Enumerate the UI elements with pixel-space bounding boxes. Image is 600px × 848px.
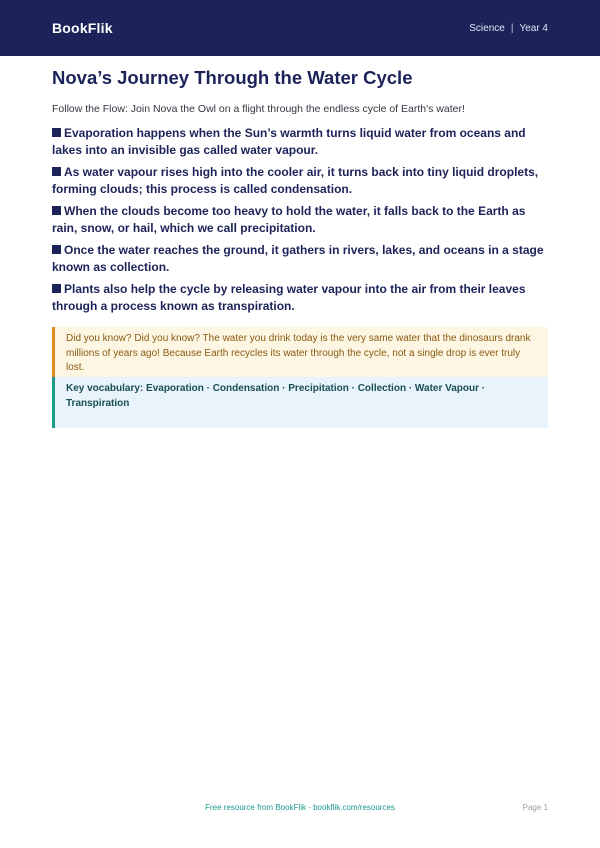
info-callouts xyxy=(52,327,548,428)
header-meta xyxy=(469,23,548,34)
square-bullet-icon xyxy=(52,245,61,254)
page-header xyxy=(0,0,600,56)
footer-resource-link[interactable]: Free resource from BookFlik · bookflik.com/resources xyxy=(205,803,395,812)
point-text: When the clouds become too heavy to hold the water, it falls back to the Earth as rain, snow, or hail, which we call precipitation. xyxy=(52,204,526,235)
point-text: Plants also help the cycle by releasing water vapour into the air from their leaves through a process known as transpiration. xyxy=(52,282,526,313)
square-bullet-icon xyxy=(52,167,61,176)
brand-logo-text: BookFlik xyxy=(52,20,113,36)
year-label: Year 4 xyxy=(519,22,548,34)
vocabulary-text: Key vocabulary: Evaporation · Condensation · Precipitation · Collection · Water Vapour · Transpiration xyxy=(66,383,486,409)
main-content xyxy=(52,66,548,320)
list-item xyxy=(52,242,548,275)
intro-text: Follow the Flow: Join Nova the Owl on a flight through the endless cycle of Earth's water! xyxy=(52,103,465,115)
square-bullet-icon xyxy=(52,284,61,293)
page-footer xyxy=(0,802,600,816)
did-you-know-box xyxy=(52,327,548,377)
did-you-know-text: Did you know? Did you know? The water you drink today is the very same water that the dinosaurs drank millions of years ago! Because Earth recycles its water through the cycle, not a single drop is ever truly lost. xyxy=(66,333,531,373)
meta-separator: | xyxy=(510,22,514,34)
list-item xyxy=(52,125,548,158)
point-text: As water vapour rises high into the cooler air, it turns back into tiny liquid droplets, forming clouds; this process is called condensation. xyxy=(52,165,539,196)
list-item xyxy=(52,281,548,314)
page-title: Nova’s Journey Through the Water Cycle xyxy=(52,67,413,88)
vocabulary-box xyxy=(52,377,548,428)
key-points-list xyxy=(52,125,548,314)
square-bullet-icon xyxy=(52,128,61,137)
page-number: Page 1 xyxy=(522,803,548,812)
square-bullet-icon xyxy=(52,206,61,215)
point-text: Evaporation happens when the Sun’s warmth turns liquid water from oceans and lakes into an invisible gas called water vapour. xyxy=(52,126,526,157)
list-item xyxy=(52,203,548,236)
point-text: Once the water reaches the ground, it gathers in rivers, lakes, and oceans in a stage known as collection. xyxy=(52,243,544,274)
subject-label: Science xyxy=(469,22,505,34)
list-item xyxy=(52,164,548,197)
